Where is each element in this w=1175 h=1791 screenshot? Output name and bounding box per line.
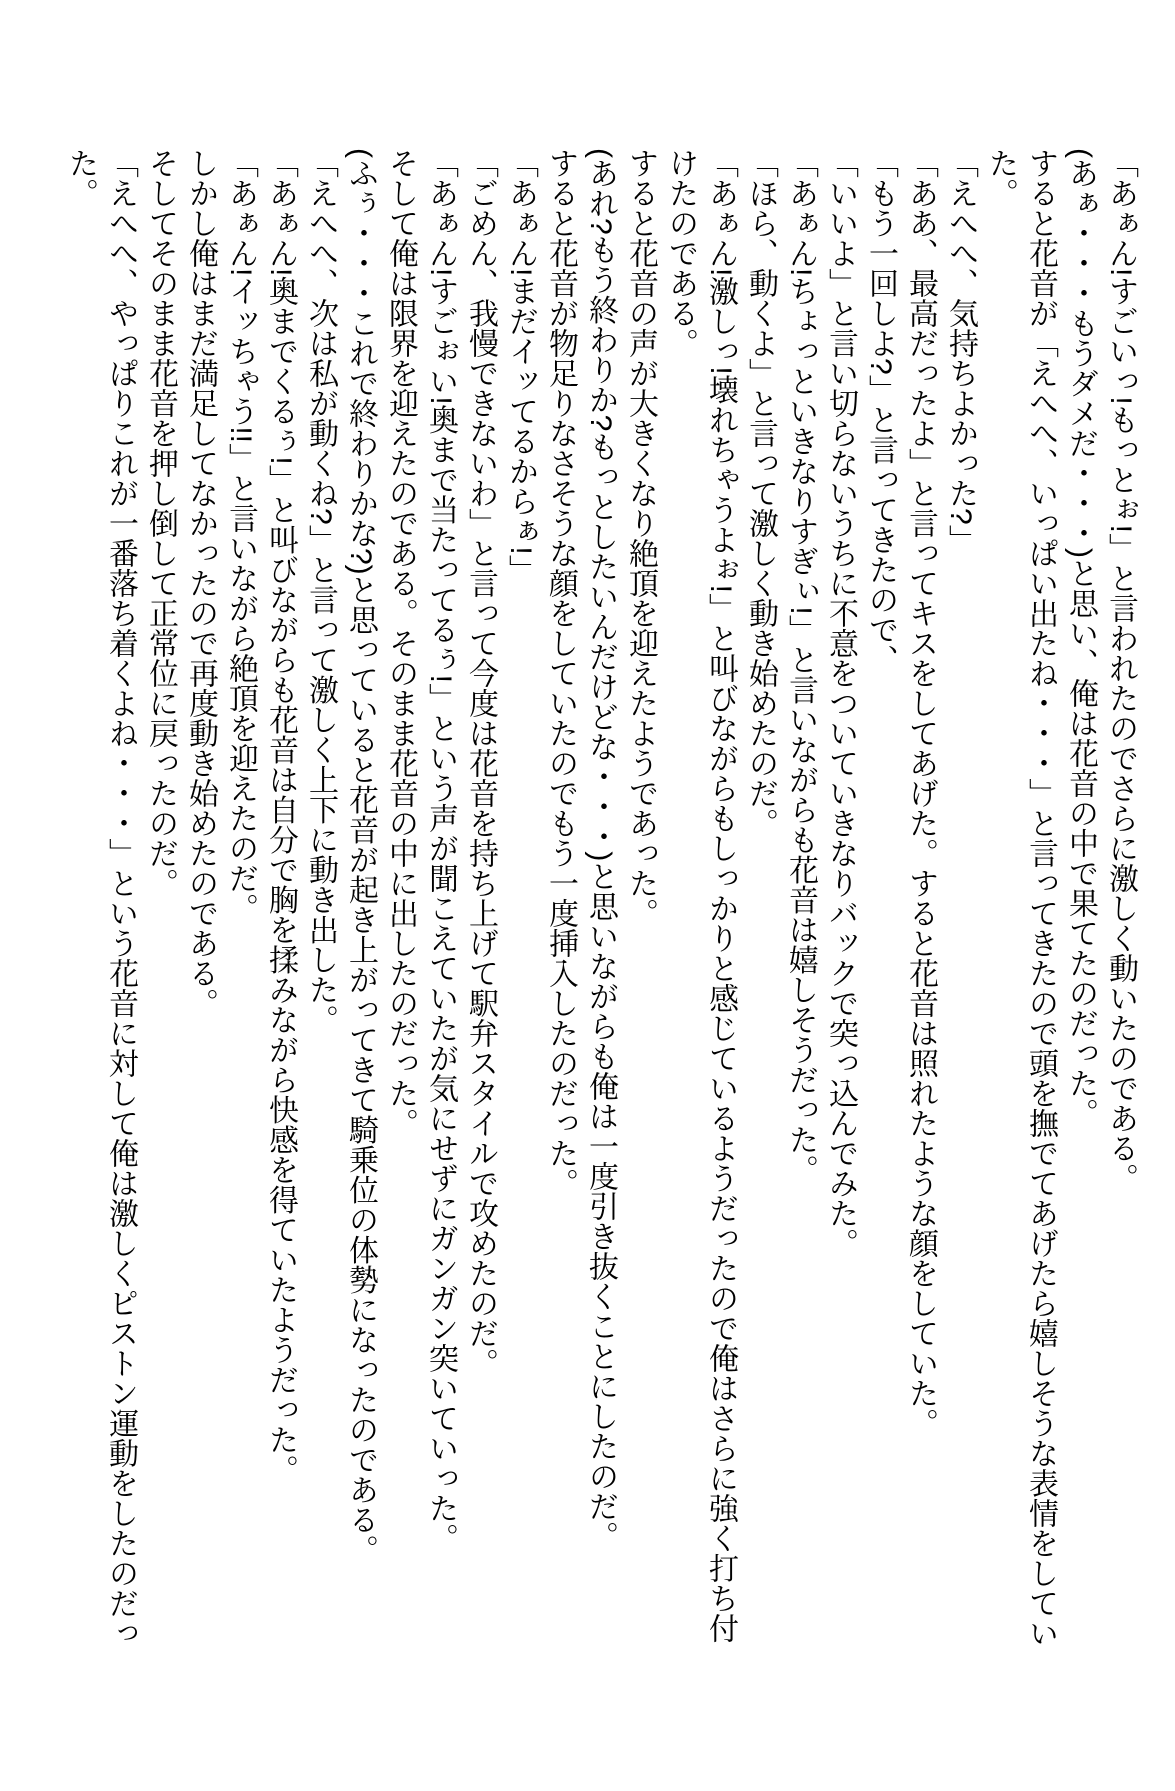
text-paragraph: 「ほら、動くよ」と言って激しく動き始めたのだ。 [744, 148, 777, 838]
text-paragraph: 「えへへ、気持ちよかった?」 [944, 148, 977, 555]
text-paragraph: 「えへへ、次は私が動くね?」と言って激しく上下に動き出した。 [304, 148, 337, 1035]
text-paragraph: (あぁ・・・もうダメだ・・・)と思い、俺は花音の中で果てたのだった。 [1064, 148, 1097, 1128]
text-paragraph: 「ああ、最高だったよ」と言ってキスをしてあげた。すると花音は照れたような顔をしていた。 [904, 148, 937, 1438]
text-paragraph: 「ごめん、我慢できないわ」と言って今度は花音を持ち上げて駅弁スタイルで攻めたのだ。 [464, 148, 497, 1378]
vertical-text-block [60, 148, 1140, 1653]
text-paragraph: 「えへへ、やっぱりこれが一番落ち着くよね・・・」という花音に対して俺は激しくピストン運動をしたのだった。 [64, 148, 137, 1648]
text-paragraph: すると花音の声が大きくなり絶頂を迎えたようであった。 [624, 148, 657, 928]
text-paragraph: 「あぁん!まだイッてるからぁ!」 [504, 148, 537, 585]
text-paragraph: 「あぁん!すごぉい!奥まで当たってるぅ!」という声が聞こえていたが気にせずにガンガン突いていった。 [424, 148, 457, 1554]
text-paragraph: 「あぁん!激しっ!壊れちゃうよぉ!」と叫びながらもしっかりと感じているようだったので俺はさらに強く打ち付けたのである。 [664, 148, 737, 1644]
text-paragraph: (ふぅ・・・これで終わりかな?)と思っていると花音が起き上がってきて騎乗位の体勢になったのである。 [344, 148, 377, 1565]
text-paragraph: すると花音が「えへへ、いっぱい出たね・・・」と言ってきたので頭を撫でてあげたら嬉しそうな表情をしていた。 [984, 148, 1057, 1648]
text-paragraph: そしてそのまま花音を押し倒して正常位に戻ったのだ。 [144, 148, 177, 898]
text-paragraph: (あれ?もう終わりか?もっとしたいんだけどな・・・)と思いながらも俺は一度引き抜くことにしたのだ。 [584, 148, 617, 1552]
text-paragraph: 「いいよ」と言い切らないうちに不意をついていきなりバックで突っ込んでみた。 [824, 148, 857, 1258]
text-paragraph: すると花音が物足りなさそうな顔をしていたのでもう一度挿入したのだった。 [544, 148, 577, 1198]
text-paragraph: そして俺は限界を迎えたのである。そのまま花音の中に出したのだった。 [384, 148, 417, 1138]
text-paragraph: 「あぁん!イッちゃう!!」と言いながら絶頂を迎えたのだ。 [224, 148, 257, 924]
text-paragraph: 「あぁん!奥までくるぅ!」と叫びながらも花音は自分で胸を揉みながら快感を得ていたようだった。 [264, 148, 297, 1485]
text-paragraph: 「あぁん!ちょっといきなりすぎぃ!」と言いながらも花音は嬉しそうだった。 [784, 148, 817, 1185]
text-paragraph: 「もう一回しよ?」と言ってきたので、 [864, 148, 897, 675]
text-paragraph: しかし俺はまだ満足してなかったので再度動き始めたのである。 [184, 148, 217, 1018]
text-paragraph: 「あぁん!すごいっ!もっとぉ!」と言われたのでさらに激しく動いたのである。 [1104, 148, 1137, 1194]
